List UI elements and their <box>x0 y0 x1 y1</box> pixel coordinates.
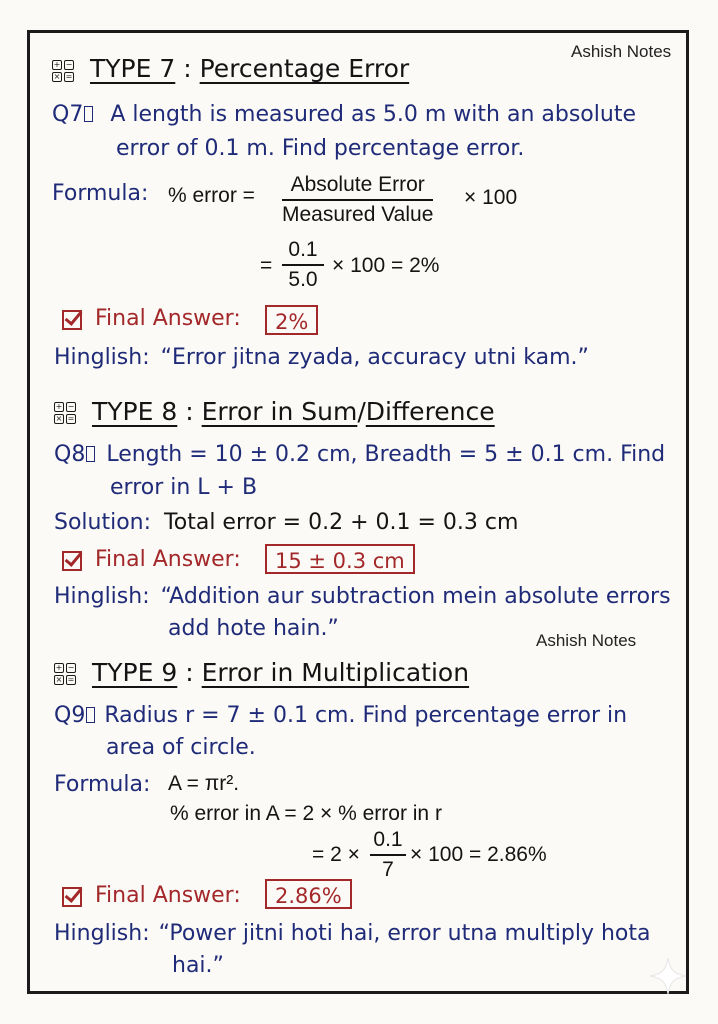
q8-glyph-icon <box>86 446 95 462</box>
type8-heading-prefix: TYPE 8 <box>92 397 178 426</box>
type9-heading <box>92 658 469 687</box>
q9-label: Q9 <box>54 703 86 728</box>
type9-heading-sep: : <box>185 658 194 687</box>
type7-formula-label: Formula: <box>52 181 149 206</box>
calculator-icon: + − × = <box>55 402 75 423</box>
type7-calc-rest: × 100 = 2% <box>332 254 440 277</box>
q7-text1: A length is measured as 5.0 m with an absolute <box>110 102 636 127</box>
q7-glyph-icon <box>84 106 93 122</box>
q9-line1 <box>54 703 627 728</box>
type9-hinglish-line1 <box>54 921 650 946</box>
type7-formula-numerator: Absolute Error <box>282 173 433 201</box>
type7-formula-lhs: % error = <box>168 184 255 207</box>
type9-hinglish-label: Hinglish: <box>54 921 150 946</box>
type9-calc-denominator: 7 <box>382 858 394 881</box>
q9-line2: area of circle. <box>106 735 256 760</box>
type9-calc-numerator: 0.1 <box>370 828 406 856</box>
type7-heading <box>90 54 409 83</box>
type7-heading-title: Percentage Error <box>199 54 410 83</box>
type9-heading-prefix: TYPE 9 <box>92 658 178 687</box>
type7-calc-numerator: 0.1 <box>282 238 324 266</box>
q8-line1 <box>54 442 665 467</box>
type8-heading-slash: / <box>357 397 366 426</box>
type8-solution-text: Total error = 0.2 + 0.1 = 0.3 cm <box>164 510 519 535</box>
type8-heading-title-b: Difference <box>365 397 495 426</box>
type7-calc-eq: = <box>260 254 273 277</box>
checkbox-check-icon <box>62 310 82 330</box>
type8-final-label: Final Answer: <box>95 547 241 572</box>
type8-solution <box>54 510 518 535</box>
type9-formula-line1: A = πr². <box>168 772 240 795</box>
calculator-icon: + − × = <box>53 60 73 81</box>
type9-final-label: Final Answer: <box>95 883 241 908</box>
type7-final-label: Final Answer: <box>95 306 241 331</box>
type9-formula-label: Formula: <box>54 772 151 797</box>
type8-heading-sep: : <box>185 397 194 426</box>
type8-hinglish-label: Hinglish: <box>54 584 150 609</box>
type9-calc-fraction <box>370 828 406 882</box>
type7-hinglish <box>54 345 589 370</box>
type7-hinglish-label: Hinglish: <box>54 345 150 370</box>
type7-formula-mult: × 100 <box>464 186 518 209</box>
type7-calc-fraction <box>282 238 324 292</box>
q7-line1 <box>52 102 636 127</box>
type8-hinglish-line1 <box>54 584 671 609</box>
type7-formula-denominator: Measured Value <box>282 203 434 226</box>
q8-label: Q8 <box>54 442 86 467</box>
sparkle-icon <box>648 956 688 996</box>
type7-heading-sep: : <box>183 54 192 83</box>
type8-final-answer-box: 15 ± 0.3 cm <box>265 544 415 574</box>
type7-calc-denominator: 5.0 <box>288 268 318 291</box>
calculator-icon: + − × = <box>55 663 75 684</box>
checkbox-check-icon <box>62 551 82 571</box>
watermark-middle: Ashish Notes <box>536 631 637 650</box>
type8-heading <box>92 397 495 426</box>
q9-glyph-icon <box>86 707 95 723</box>
q8-line2: error in L + B <box>110 475 258 500</box>
watermark-top: Ashish Notes <box>571 42 672 61</box>
type9-hinglish-text1: “Power jitni hoti hai, error utna multiply hota <box>158 921 651 946</box>
type7-formula-fraction <box>282 173 433 227</box>
type9-formula-line2: % error in A = 2 × % error in r <box>170 802 442 825</box>
q8-text1: Length = 10 ± 0.2 cm, Breadth = 5 ± 0.1 cm. Find <box>106 442 666 467</box>
type9-heading-title: Error in Multiplication <box>201 658 470 687</box>
type7-final-answer-box: 2% <box>265 305 318 335</box>
type7-hinglish-text: “Error jitna zyada, accuracy utni kam.” <box>160 345 589 370</box>
type8-heading-title-a: Error in Sum <box>201 397 358 426</box>
type9-hinglish-line2: hai.” <box>172 953 224 978</box>
type8-solution-label: Solution: <box>54 510 152 535</box>
type9-calc-rest: × 100 = 2.86% <box>410 843 547 866</box>
type7-heading-prefix: TYPE 7 <box>90 54 176 83</box>
q7-label: Q7 <box>52 102 84 127</box>
type8-hinglish-text1: “Addition aur subtraction mein absolute errors <box>160 584 671 609</box>
q9-text1: Radius r = 7 ± 0.1 cm. Find percentage error in <box>104 703 628 728</box>
checkbox-check-icon <box>62 887 82 907</box>
type8-hinglish-line2: add hote hain.” <box>168 616 339 641</box>
type9-calc-lhs: = 2 × <box>312 843 360 866</box>
type9-final-answer-box: 2.86% <box>265 879 352 909</box>
q7-line2: error of 0.1 m. Find percentage error. <box>116 136 525 161</box>
